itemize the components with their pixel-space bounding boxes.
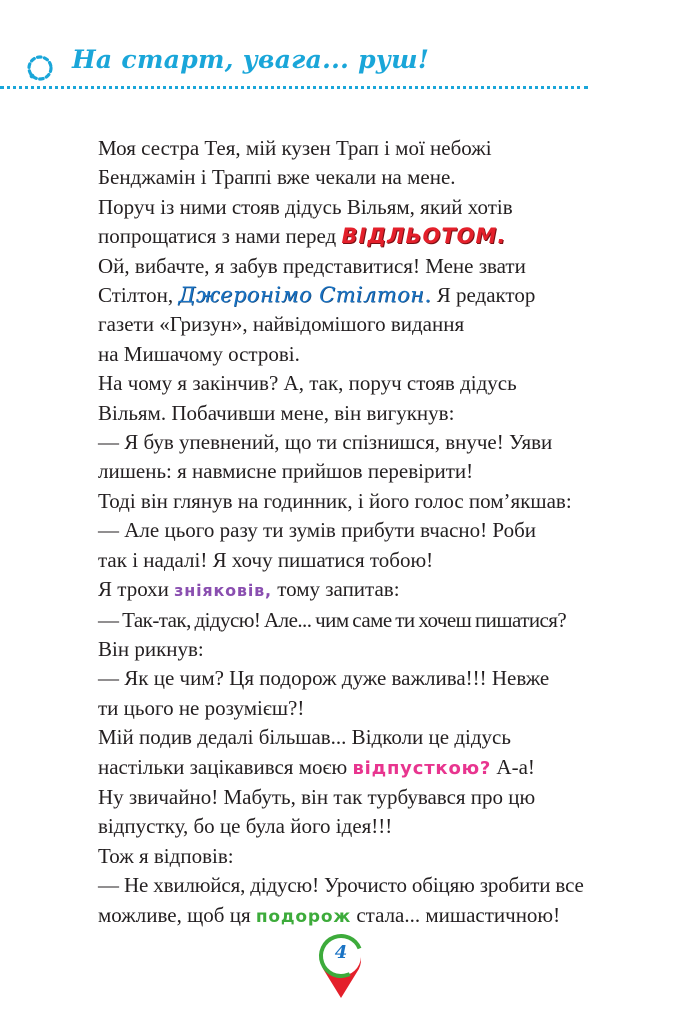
text-line: Тоді він глянув на годинник, і його голос пом’якшав: <box>98 488 572 513</box>
text-line: Тож я відповів: <box>98 843 234 868</box>
text-line: відпустку, бо це була його ідея!!! <box>98 814 393 839</box>
text-line: На чому я закінчив? А, так, поруч стояв дідусь <box>98 371 517 396</box>
text-line: лишень: я навмисне прийшов перевірити! <box>98 459 474 484</box>
highlight-word-vacation: відпусткою? <box>352 757 492 779</box>
story-text <box>98 134 598 932</box>
text-line: на Мишачому острові. <box>98 341 300 366</box>
page-header <box>0 0 682 110</box>
chapter-title: На старт, увага... руш! <box>72 45 430 74</box>
text-segment: Я редактор <box>431 283 536 308</box>
text-line: Ой, вибачте, я забув представитися! Мене звати <box>98 253 526 278</box>
text-line: — Не хвилюйся, дідусю! Урочисто обіцяю зробити все <box>98 873 584 898</box>
text-line: Вільям. Побачивши мене, він вигукнув: <box>98 400 455 425</box>
text-line: Мій подив дедалі більшав... Відколи це дідусь <box>98 725 511 750</box>
text-line: Він рикнув: <box>98 636 204 661</box>
text-segment: стала... мишастичною! <box>351 902 561 927</box>
text-line: так і надалі! Я хочу пишатися тобою! <box>98 547 434 572</box>
page-number-badge <box>313 928 369 1000</box>
text-line: Бенджамін і Траппі вже чекали на мене. <box>98 165 456 190</box>
header-divider <box>0 86 588 89</box>
author-name: Джеронімо Стілтон. <box>178 283 432 308</box>
text-segment: А-а! <box>491 754 535 779</box>
text-segment: Я трохи <box>98 577 175 602</box>
text-segment: можливе, щоб ця <box>98 902 256 927</box>
text-line: Поруч із ними стояв дідусь Вільям, який хотів <box>98 194 513 219</box>
text-line: — Я був упевнений, що ти спізнишся, внуче! Уяви <box>98 430 553 455</box>
text-line <box>98 575 598 605</box>
text-line <box>98 281 598 310</box>
highlight-word-journey: подорож <box>255 906 352 927</box>
text-segment: попрощатися з нами перед <box>98 224 342 249</box>
text-segment: настільки зацікавився моєю <box>98 754 353 779</box>
map-pin-icon <box>313 928 369 1000</box>
text-line: — Як це чим? Ця подорож дуже важлива!!! Невже <box>98 666 550 691</box>
page-number: 4 <box>334 942 348 963</box>
text-line: ти цього не розумієш?! <box>98 695 305 720</box>
dotted-circle-icon <box>24 52 56 84</box>
highlight-word-departure: ВІДЛЬОТОМ. <box>341 224 507 249</box>
text-line: Моя сестра Тея, мій кузен Трап і мої небожі <box>98 136 492 160</box>
text-line: — Але цього разу ти зумів прибути вчасно! Роби <box>98 518 536 543</box>
text-line: газети «Гризун», найвідомішого видання <box>98 312 465 337</box>
text-segment: Стілтон, <box>98 283 179 308</box>
text-line: — Так-так, дідусю! Але... чим саме ти хочеш пишатися? <box>98 607 567 632</box>
text-line <box>98 222 598 251</box>
text-segment: тому запитав: <box>271 577 400 602</box>
text-line <box>98 753 598 783</box>
text-line: Ну звичайно! Мабуть, він так турбувався про цю <box>98 784 536 809</box>
highlight-word-embarrassed: зніяковів, <box>174 581 272 601</box>
